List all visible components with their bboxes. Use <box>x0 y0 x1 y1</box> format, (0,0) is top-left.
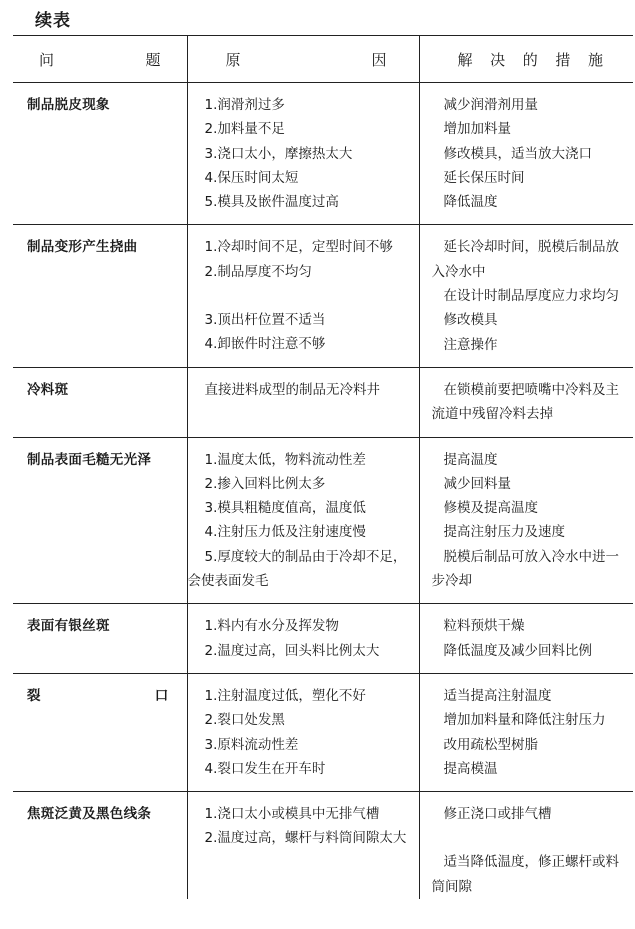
header-solution-char: 决 <box>490 50 506 69</box>
solution-cell <box>419 792 633 899</box>
cause-item: 3.浇口太小，摩擦热太大 <box>204 145 353 162</box>
solution-cell <box>419 437 633 604</box>
problem-cell: 焦斑泛黄及黑色线条 <box>27 806 152 823</box>
solution-item: 提高模温 <box>443 760 498 777</box>
header-problem-char: 问 <box>39 50 55 69</box>
table-row <box>13 792 633 899</box>
cause-item: 3.模具粗糙度值高，温度低 <box>204 500 366 517</box>
cause-cell <box>187 83 419 225</box>
header-cause <box>187 36 419 83</box>
problem-char: 口 <box>154 687 169 704</box>
cause-cell <box>187 673 419 791</box>
problem-cell: 制品变形产生挠曲 <box>13 225 187 367</box>
solution-item: 减少润滑剂用量 <box>443 97 538 113</box>
solution-item: 降低温度 <box>443 194 498 211</box>
solution-cell <box>419 367 633 437</box>
solution-item: 粒料预烘干燥 <box>443 618 525 635</box>
table-row <box>13 604 633 674</box>
solution-item: 注意操作 <box>443 336 498 353</box>
solution-item: 脱模后制品可放入冷水中进一步冷却 <box>431 548 619 590</box>
problem-cell: 制品脱皮现象 <box>13 83 187 225</box>
solution-item: 提高温度 <box>443 451 498 468</box>
cause-item: 1.浇口太小或模具中无排气槽 <box>204 806 380 823</box>
cause-item: 2.裂口处发黑 <box>204 712 285 729</box>
table-row <box>13 225 633 367</box>
solution-cell <box>419 604 633 674</box>
header-problem-char: 题 <box>145 50 161 69</box>
cause-item: 1.料内有水分及挥发物 <box>204 618 339 635</box>
solution-item: 在设计时制品厚度应力求均匀 <box>443 288 619 305</box>
spacer <box>420 826 630 850</box>
cause-item: 2.温度过高，螺杆与料筒间隙太大 <box>204 830 407 847</box>
header-problem <box>13 36 187 83</box>
solution-item: 增加加料量和降低注射压力 <box>443 712 606 729</box>
cause-item: 4.裂口发生在开车时 <box>204 760 326 777</box>
problem-cell: 冷料斑 <box>13 367 187 437</box>
cause-item: 2.制品厚度不均匀 <box>204 263 312 280</box>
solution-item: 改用疏松型树脂 <box>443 736 538 753</box>
solution-item: 增加加料量 <box>443 121 511 138</box>
solution-cell <box>419 83 633 225</box>
solution-cell <box>419 225 633 367</box>
cause-item: 1.注射温度过低，塑化不好 <box>204 687 366 704</box>
table-row <box>13 367 633 437</box>
solution-item: 修模及提高温度 <box>443 500 538 517</box>
solution-item: 减少回料量 <box>443 475 511 492</box>
solution-item: 在锁模前要把喷嘴中冷料及主流道中残留冷料去掉 <box>431 381 619 423</box>
cause-cell <box>187 225 419 367</box>
cause-cell <box>187 367 419 437</box>
problem-char: 裂 <box>27 687 41 704</box>
solution-cell <box>419 673 633 791</box>
solution-item: 提高注射压力及速度 <box>443 524 565 541</box>
solution-item: 降低温度及减少回料比例 <box>443 642 592 659</box>
cause-item: 2.温度过高，回头料比例太大 <box>204 642 380 659</box>
header-solution-char: 施 <box>587 50 603 69</box>
cause-item: 1.润滑剂过多 <box>204 97 285 113</box>
header-cause-char: 因 <box>371 50 387 69</box>
cause-item: 1.温度太低，物料流动性差 <box>204 451 366 468</box>
cause-item: 3.原料流动性差 <box>204 736 299 753</box>
solution-item: 延长冷却时间，脱模后制品放入冷水中 <box>431 239 619 280</box>
table-row <box>13 437 633 604</box>
cause-item: 2.加料量不足 <box>204 121 285 138</box>
cause-item: 5.模具及嵌件温度过高 <box>204 194 339 211</box>
solution-item: 修正浇口或排气槽 <box>443 806 552 823</box>
table-header-row <box>13 36 633 83</box>
cause-item: 4.保压时间太短 <box>204 169 299 186</box>
header-solution-char: 的 <box>522 50 538 69</box>
header-solution-char: 措 <box>555 50 571 69</box>
solution-item: 适当降低温度，修正螺杆或料筒间隙 <box>431 854 619 895</box>
spacer <box>188 284 415 308</box>
problem-cell: 表面有银丝斑 <box>13 604 187 674</box>
table-row <box>13 673 633 791</box>
problem-cell: 制品表面毛糙无光泽 <box>13 437 187 604</box>
cause-item: 直接进料成型的制品无冷料井 <box>204 381 380 398</box>
cause-item: 5.厚度较大的制品由于冷却不足，会使表面发毛 <box>187 548 407 590</box>
problem-cell <box>13 673 187 791</box>
cause-cell <box>187 604 419 674</box>
cause-cell <box>187 792 419 899</box>
solution-item: 延长保压时间 <box>443 169 525 186</box>
table-row <box>13 83 633 225</box>
solution-item: 修改模具 <box>443 312 498 329</box>
cause-item: 3.顶出杆位置不适当 <box>204 312 326 329</box>
troubleshooting-table <box>13 35 633 899</box>
cause-item: 4.卸嵌件时注意不够 <box>204 336 326 353</box>
cause-item: 2.掺入回料比例太多 <box>204 475 326 492</box>
header-cause-char: 原 <box>225 50 241 69</box>
cause-cell <box>187 437 419 604</box>
header-solution-char: 解 <box>457 50 473 69</box>
table-caption: 续表 <box>35 11 71 31</box>
solution-item: 修改模具，适当放大浇口 <box>443 145 592 162</box>
header-solution <box>419 36 633 83</box>
solution-item: 适当提高注射温度 <box>443 687 552 704</box>
cause-item: 4.注射压力低及注射速度慢 <box>204 524 366 541</box>
cause-item: 1.冷却时间不足，定型时间不够 <box>204 239 393 256</box>
